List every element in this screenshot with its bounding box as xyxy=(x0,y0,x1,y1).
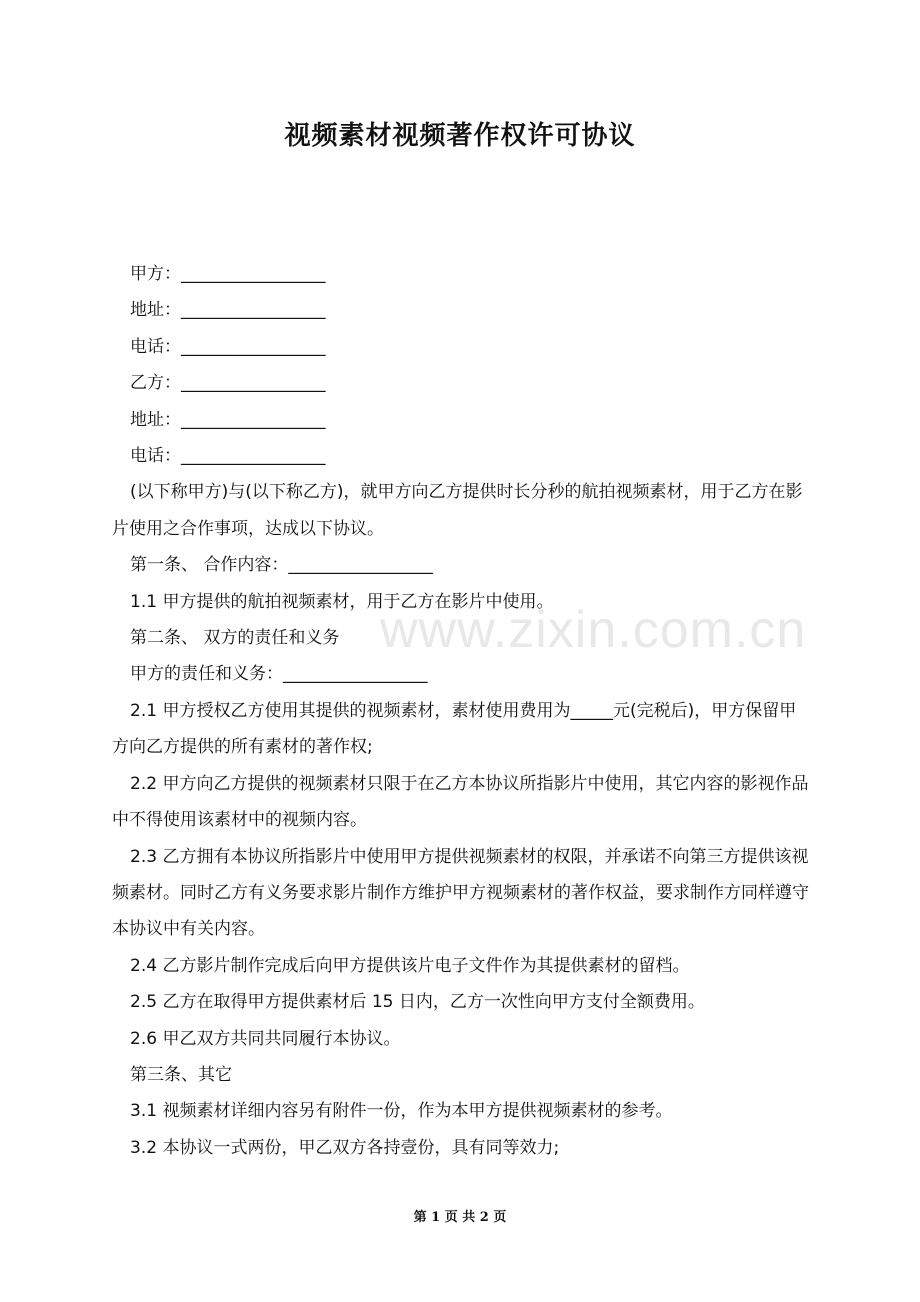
party-a-duties: 甲方的责任和义务：_________________ xyxy=(130,664,428,685)
party-a-phone-field: 电话：_________________ xyxy=(130,336,326,357)
clause-2-5: 2.5 乙方在取得甲方提供素材后 15 日内，乙方一次性向甲方支付全额费用。 xyxy=(130,992,705,1013)
intro-paragraph: (以下称甲方)与(以下称乙方)，就甲方向乙方提供时长分秒的航拍视频素材，用于乙方在影片使用之合作事项，达成以下协议。 xyxy=(112,482,803,539)
party-a-field: 甲方：_________________ xyxy=(130,264,326,284)
party-b-phone-field: 电话：_________________ xyxy=(130,446,326,467)
document-title: 视频素材视频著作权许可协议 xyxy=(284,121,636,151)
watermark: www.zixin.com.cn xyxy=(380,601,807,659)
clause-2-6: 2.6 甲乙双方共同共同履行本协议。 xyxy=(130,1028,401,1049)
article-2-heading: 第二条、 双方的责任和义务 xyxy=(130,628,340,649)
clause-2-1: 2.1 甲方授权乙方使用其提供的视频素材，素材使用费用为_____元(完税后)，甲方保留甲方向乙方提供的所有素材的著作权; xyxy=(112,700,797,758)
clause-3-1: 3.1 视频素材详细内容另有附件一份，作为本甲方提供视频素材的参考。 xyxy=(130,1101,673,1122)
page-footer: 第 1 页 共 2 页 xyxy=(413,1210,507,1225)
article-3-heading: 第三条、其它 xyxy=(130,1064,232,1085)
party-b-address-field: 地址：_________________ xyxy=(130,409,326,430)
clause-1-1: 1.1 甲方提供的航拍视频素材，用于乙方在影片中使用。 xyxy=(130,591,554,612)
party-a-address-field: 地址：_________________ xyxy=(130,300,326,321)
clause-2-2: 2.2 甲方向乙方提供的视频素材只限于在乙方本协议所指影片中使用，其它内容的影视作品中不得使用该素材中的视频内容。 xyxy=(112,773,809,831)
party-b-field: 乙方：_________________ xyxy=(130,373,326,394)
clause-3-2: 3.2 本协议一式两份，甲乙双方各持壹份，具有同等效力; xyxy=(130,1137,560,1158)
article-1-heading: 第一条、 合作内容：_________________ xyxy=(130,555,433,576)
document-body xyxy=(112,256,810,1166)
clause-2-3: 2.3 乙方拥有本协议所指影片中使用甲方提供视频素材的权限，并承诺不向第三方提供该视频素材。同时乙方有义务要求影片制作方维护甲方视频素材的著作权益，要求制作方同样遵守本协议中有关内容。 xyxy=(112,846,809,940)
clause-2-4: 2.4 乙方影片制作完成后向甲方提供该片电子文件作为其提供素材的留档。 xyxy=(130,955,690,976)
